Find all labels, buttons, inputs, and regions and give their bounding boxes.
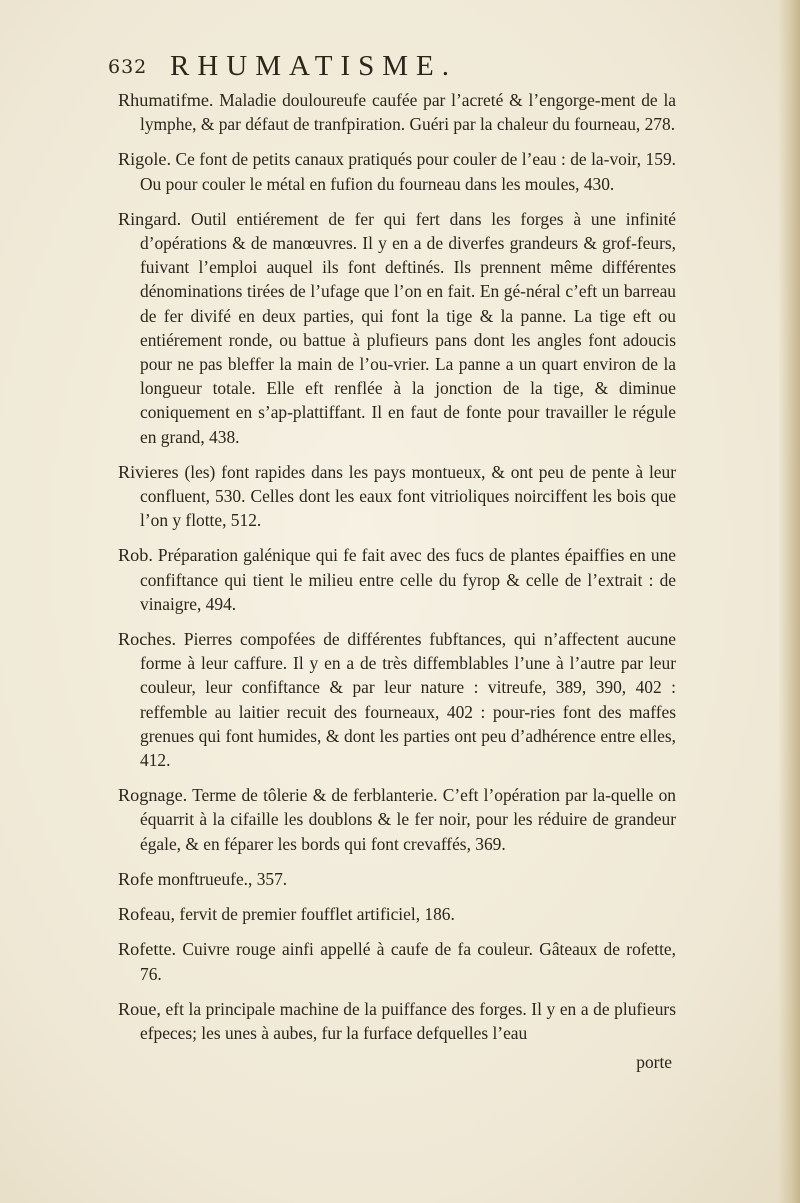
entry-term: Roue, bbox=[118, 998, 161, 1019]
page-gutter-shadow bbox=[778, 0, 800, 1203]
running-title: RHUMATISME. bbox=[170, 50, 457, 82]
index-entry bbox=[118, 997, 676, 1045]
index-entry bbox=[118, 207, 676, 449]
entry-term: Ringard. bbox=[118, 208, 182, 229]
entry-text: Pierres compofées de différentes fubftances, qui n’affectent aucune forme à leur caffure. Il y en a de très diffemblables l’une à l’autre par leur couleur, leur confiftance & par leur nature : vitreufe, 389, 390, 402 : reffemble au laitier recuit des fourneaux, 402 : pour-ries font des maffes grenues qui font humides, & dont les parties ont peu d’adhérence entre elles, 412. bbox=[140, 629, 676, 771]
entry-text: Outil entiérement de fer qui fert dans les forges à une infinité d’opérations & de manœuvres. Il y en a de diverfes grandeurs & grof-feurs, fuivant l’emploi auquel ils font deftinés. Ils prennent même différentes dénominations tirées de l’ufage que l’on en fait. En gé-néral c’eft un barreau de fer divifé en deux parties, qui font la tige & la panne. La tige eft ou entiérement ronde, ou battue à plufieurs pans dont les angles font adoucis pour ne pas bleffer la main de l’ou-vrier. La panne a un quart environ de la longueur totale. Elle eft renflée à la jonction de la tige, & diminue coniquement en s’ap-plattiffant. Il en faut de fonte pour travailler le régule en grand, 438. bbox=[140, 208, 676, 447]
entry-term: Rofette. bbox=[118, 939, 177, 960]
index-entries bbox=[118, 88, 676, 1074]
index-entry bbox=[118, 867, 676, 891]
entry-text: (les) font rapides dans les pays montueux, & ont peu de pente à leur confluent, 530. Celles dont les eaux font vitrioliques noirciffent les bois que l’on y flotte, 512. bbox=[140, 461, 676, 531]
entry-text: fervit de premier foufflet artificiel, 186. bbox=[175, 904, 455, 925]
index-entry bbox=[118, 627, 676, 772]
running-head bbox=[108, 50, 708, 86]
entry-term: Rofe bbox=[118, 868, 154, 889]
index-entry bbox=[118, 147, 676, 195]
entry-text: Préparation galénique qui fe fait avec des fucs de plantes épaiffies en une confiftance qui tient le milieu entre celle du fyrop & celle de l’extrait : de vinaigre, 494. bbox=[140, 545, 676, 614]
index-entry bbox=[118, 902, 676, 926]
catchword: porte bbox=[636, 1052, 672, 1073]
entry-text: eft la principale machine de la puiffance des forges. Il y en a de plufieurs efpeces; les unes à aubes, fur la furface defquelles l’eau bbox=[140, 998, 676, 1043]
entry-term: Rigole. bbox=[118, 149, 172, 170]
entry-text: Ce font de petits canaux pratiqués pour couler de l’eau : de la-voir, 159. Ou pour couler le métal en fufion du fourneau dans les moules, 430. bbox=[140, 149, 676, 194]
index-entry bbox=[118, 543, 676, 616]
index-entry bbox=[118, 783, 676, 856]
entry-text: Maladie douloureufe caufée par l’acreté & l’engorge-ment de la lymphe, & par défaut de tranfpiration. Guéri par la chaleur du fourneau, 278. bbox=[140, 90, 676, 135]
entry-text: Terme de tôlerie & de ferblanterie. C’eft l’opération par la-quelle on équarrit à la cifaille les doublons & le fer noir, pour les réduire de grandeur égale, & en féparer les bords qui font crevaffés, 369. bbox=[140, 785, 676, 854]
page-number: 632 bbox=[108, 56, 148, 78]
entry-term: Roches. bbox=[118, 629, 177, 650]
entry-term: Rivieres bbox=[118, 461, 179, 482]
index-entry bbox=[118, 88, 676, 136]
entry-text: monftrueufe., 357. bbox=[153, 868, 288, 889]
entry-term: Rognage. bbox=[118, 785, 188, 806]
index-entry bbox=[118, 460, 676, 533]
entry-text: Cuivre rouge ainfi appellé à caufe de fa couleur. Gâteaux de rofette, 76. bbox=[140, 939, 676, 984]
entry-term: Rhumatifme. bbox=[118, 90, 214, 110]
index-entry bbox=[118, 937, 676, 985]
entry-term: Rofeau, bbox=[118, 904, 176, 925]
entry-term: Rob. bbox=[118, 545, 153, 566]
